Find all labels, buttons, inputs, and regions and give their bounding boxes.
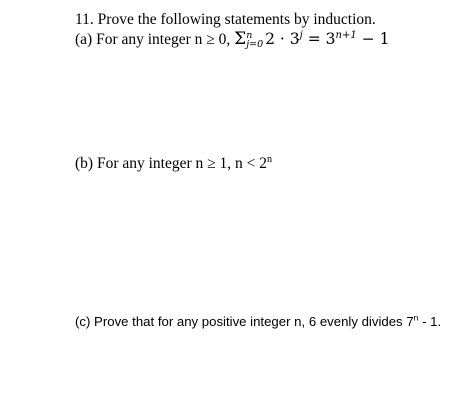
part-c-exponent: n [413,312,419,323]
problem-title: 11. Prove the following statements by induction. [75,11,376,28]
part-b-exponent: n [267,153,273,165]
part-c-text: (c) Prove that for any positive integer n, 6 evenly divides 7 [75,314,414,329]
summation-upper-limit: n [246,30,253,42]
equation-equals: = 3 [302,30,336,48]
summation-limits [246,31,263,49]
summation-symbol: Σ [234,29,247,49]
part-a-prefix: (a) For any integer n ≥ 0, [75,31,235,48]
summand-exponent: j [299,29,303,41]
part-c-statement [75,313,441,331]
summation-lower-limit: j=0 [246,39,264,51]
rhs-exponent: n+1 [335,29,357,41]
part-b-text: (b) For any integer n ≥ 1, n < 2 [75,155,268,172]
part-c-tail: - 1. [418,314,442,329]
part-b-statement [75,155,272,173]
rhs-tail: − 1 [356,30,390,48]
part-a-statement [75,30,390,49]
summand-coefficient: 2 · 3 [265,30,300,48]
